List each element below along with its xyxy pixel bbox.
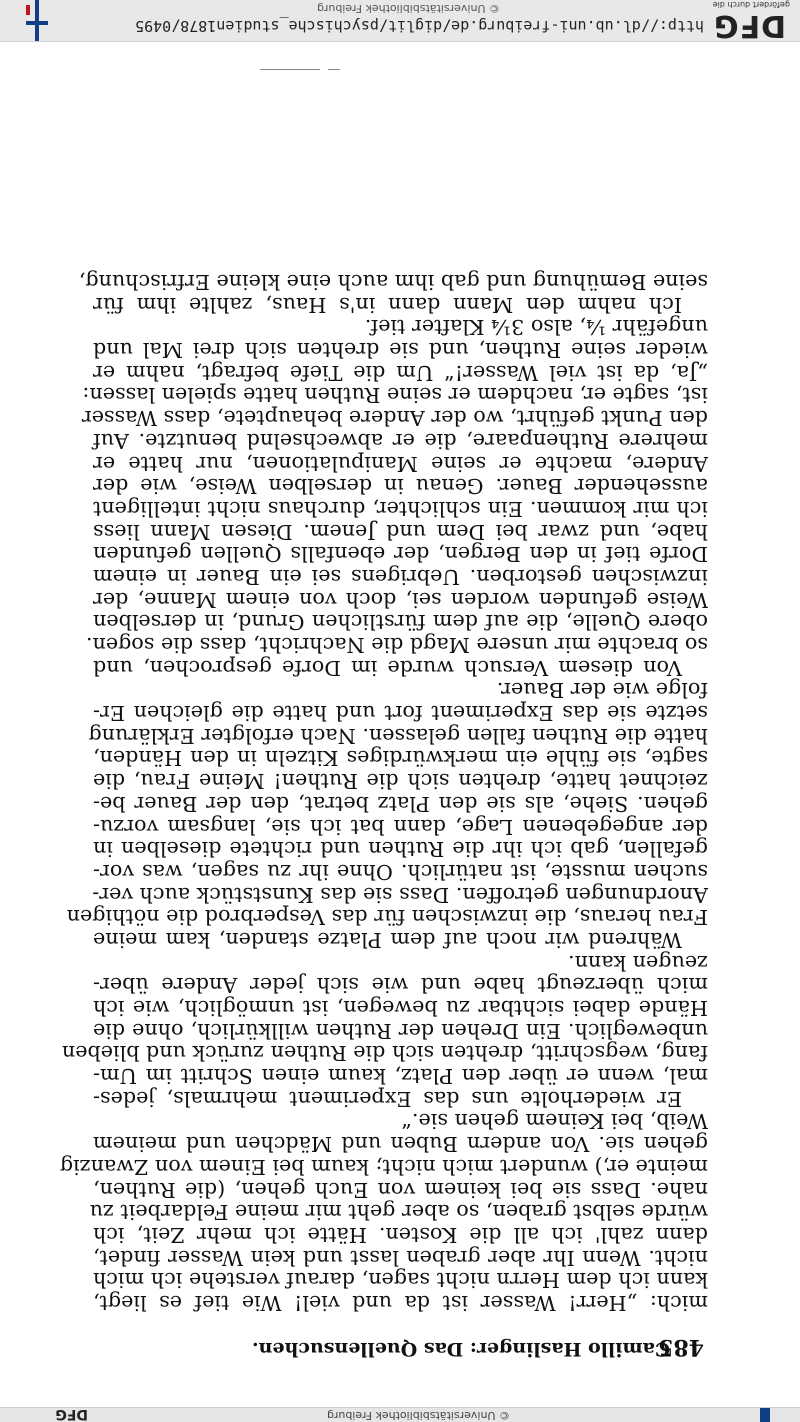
text-line: Er wiederholte uns das Experiment mehrmals, jedes-	[93, 1086, 682, 1111]
text-line: Anordnungen getroffen. Dass sie das Kunststück auch ver-	[92, 882, 708, 907]
text-line: inzwischen gestorben. Uebrigens sei ein Bauer in einem	[93, 565, 708, 589]
dfg-logo-fragment: DFG	[55, 1406, 88, 1422]
viewer-bottom-bar	[0, 0, 800, 42]
text-line: nahe. Dass sie bei keinem von Euch gehen, (die Ruthen,	[93, 1177, 708, 1202]
text-line: Weib, bei Keinem gehen sie.“	[401, 1109, 708, 1134]
text-line: mehrere Ruthenpaare, die er abwechselnd benutzte. Auf	[93, 428, 708, 453]
running-title: Camillo Haslinger: Das Quellensuchen.	[252, 1338, 670, 1360]
text-line: ist, sagte er, nachdem er seine Ruthen hatte spielen lassen:	[82, 383, 708, 408]
text-line: ich mir kommen. Ein schlichter, durchaus nicht intelligent	[93, 496, 708, 521]
dfg-logo-mark: DFG	[712, 8, 786, 43]
text-line: Ich nahm den Mann dann in's Haus, zahlte ihm für	[93, 292, 682, 317]
text-line: setzte sie das Experiment fort und hatte die gleichen Er-	[93, 701, 708, 726]
top-watermark: © Universitätsbibliothek Freiburg	[327, 1409, 510, 1422]
running-head	[94, 1330, 704, 1360]
text-line: habe, und zwar bei Dem und Jenem. Diesen Mann liess	[93, 519, 708, 544]
text-line: „Ja, da ist viel Wasser!“ Um die Tiefe befragt, nahm er	[93, 360, 708, 385]
text-line: kann ich dem Herrn nicht sagen, darauf verstehe ich mich	[93, 1268, 708, 1293]
text-line: würde selbst graben, so aber geht mir meine Feldarbeit zu	[89, 1200, 708, 1225]
text-line: Während wir noch auf dem Platze standen, kam meine	[93, 928, 682, 952]
text-line: Weise gefunden worden sei, doch von einem Manne, der	[93, 587, 708, 612]
text-line: folge wie der Bauer.	[496, 678, 708, 703]
page-number: 485	[658, 1334, 704, 1360]
footer-rule	[260, 69, 320, 70]
viewer-top-bar	[0, 1407, 800, 1422]
text-line: zeichnet hatte, drehten sich die Ruthen! Meine Frau, die	[93, 769, 708, 794]
text-line: gehen. Siehe, als sie den Platz betrat, den der Bauer be-	[93, 791, 708, 816]
text-line: seine Bemühung und gab ihm auch eine kleine Erfrischung,	[78, 270, 708, 295]
text-line: so brachte mir unsere Magd die Nachricht, dass die sogen.	[85, 633, 708, 658]
text-line: suchen musste, ist natürlich. Ohne ihr zu sagen, was vor-	[93, 859, 708, 884]
page-url-link[interactable]: http://dl.ub.uni-freiburg.de/diglit/psychische_studien1878/0495	[135, 17, 704, 35]
text-line: dann zahl' ich all die Kosten. Hätte ich mehr Zeit, ich	[93, 1222, 708, 1247]
uni-logo-stripe	[760, 1408, 770, 1422]
text-line: obere Quelle, die auf dem fürstlichen Grund, in derselben	[93, 610, 708, 635]
text-line: meinte er,) wundert mich nicht; kaum bei Einem von Zwanzig	[59, 1154, 708, 1179]
text-line: mal, wenn er über den Platz, kaum einen Schritt im Um-	[93, 1064, 708, 1089]
text-line: der angegebenen Lage, dann bat ich sie, langsam vorzu-	[93, 814, 708, 839]
text-line: ungefähr ¼, also 3¼ Klafter tief.	[364, 315, 708, 340]
text-line: gefallen, gab ich ihr die Ruthen und richtete dieselben in	[93, 837, 708, 862]
text-line: Hände dabei sichtbar zu bewegen, ist unmöglich, wie ich	[93, 996, 708, 1021]
footer-rule-short	[328, 69, 340, 70]
text-line: hatte die Ruthen fallen gelassen. Nach erfolgter Erklärung	[88, 723, 708, 748]
text-line: unbeweglich. Ein Drehen der Ruthen willkürlich, ohne die	[93, 1018, 708, 1043]
text-line: mich: „Herr! Wasser ist da und viel! Wie tief es liegt,	[93, 1291, 708, 1315]
text-line: fang, wegschritt, drehten sich die Ruthen zurück und blieben	[61, 1041, 708, 1066]
dfg-tagline: gefördert durch die	[712, 0, 790, 9]
dfg-logo[interactable]	[704, 0, 792, 41]
uni-freiburg-icon	[22, 0, 52, 41]
body-text	[59, 270, 708, 1315]
text-line: den Punkt geführt, wo der Andere behauptete, dass Wasser	[81, 406, 708, 431]
text-line: mich überzeugt habe und wie sich jeder Andere über-	[93, 973, 708, 998]
text-line: zeugen kann.	[568, 950, 708, 975]
text-line: Andere, machte er seine Manipulationen, nur hatte er	[93, 451, 708, 476]
text-line: Frau heraus, die inzwischen für das Vesperbrod die nöthigen	[66, 905, 708, 930]
text-line: nicht. Wenn Ihr aber graben lasst und kein Wasser findet,	[93, 1245, 708, 1270]
text-line: aussehender Bauer. Genau in derselben Weise, wie der	[93, 474, 708, 499]
text-line: sagte, sie fühle ein merkwürdiges Kitzeln in den Händen,	[93, 746, 708, 771]
bottom-watermark: © Universitätsbibliothek Freiburg	[317, 2, 500, 15]
text-line: Dorfe tief in den Bergen, der ebenfalls Quellen gefunden	[93, 542, 708, 567]
text-line: gehen sie. Von andern Buben und Mädchen und meinem	[93, 1132, 708, 1157]
text-line: wieder seine Ruthen, und sie drehten sich drei Mal und	[93, 338, 708, 363]
text-line: Von diesem Versuch wurde im Dorfe gesprochen, und	[93, 655, 682, 680]
